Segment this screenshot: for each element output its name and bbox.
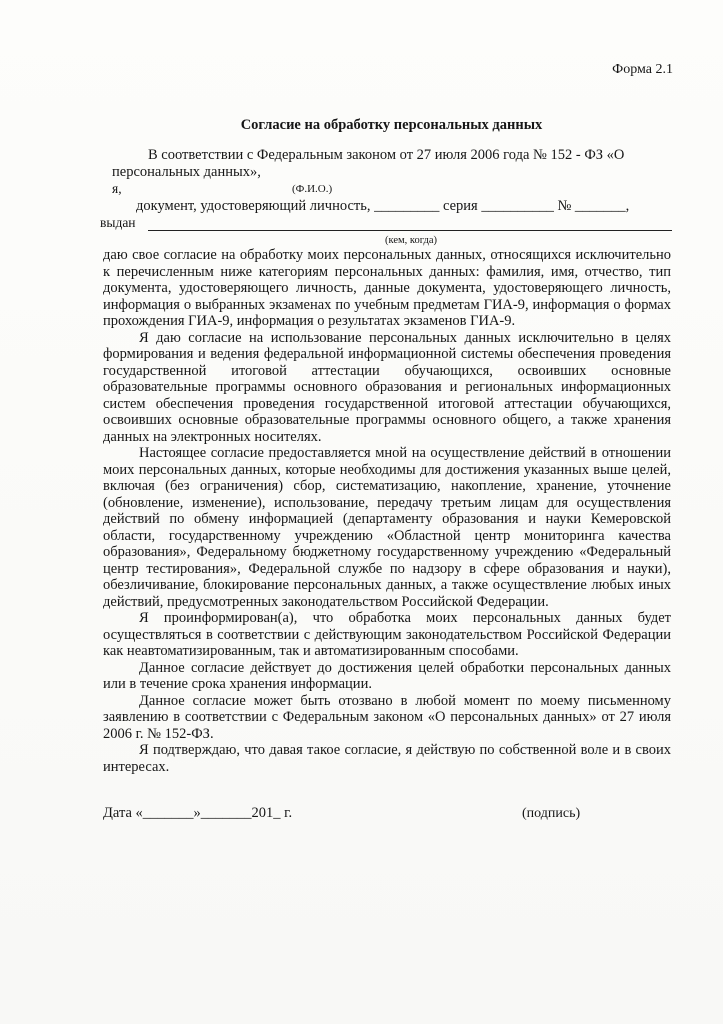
issued-caption: (кем, когда) <box>385 235 437 246</box>
issued-label: выдан <box>100 215 136 230</box>
paragraph-revocation: Данное согласие может быть отозвано в любой момент по моему письменному заявлению в соответствии с Федеральным законом «О персональных данных» от 27 июля 2006 г. № 152-ФЗ. <box>103 692 671 742</box>
signature-caption: (подпись) <box>522 806 581 821</box>
form-number-label: Форма 2.1 <box>612 62 673 77</box>
paragraph-informed: Я проинформирован(а), что обработка моих персональных данных будет осуществляться в соответствии с действующим законодательством Российской Федерации как неавтоматизированным, так и автоматизированным способами. <box>103 610 671 659</box>
fio-caption: (Ф.И.О.) <box>292 183 333 195</box>
consent-body <box>103 247 671 775</box>
document-title: Согласие на обработку персональных данных <box>240 117 543 133</box>
identity-document-line: документ, удостоверяющий личность, _________ серия __________ № _______, <box>136 198 630 214</box>
ya-label: я, <box>112 181 122 196</box>
intro-line-2: персональных данных», <box>112 164 261 180</box>
paragraph-validity: Данное согласие действует до достижения целей обработки персональных данных или в течение срока хранения информации. <box>103 659 671 692</box>
paragraph-categories: даю свое согласие на обработку моих персональных данных, относящихся исключительно к перечисленным ниже категориям персональных данных: фамилия, имя, отчество, тип документа, удостоверяющего личность, данные документа, удостоверяющего личность, информация о выбранных экзаменах по учебным предметам ГИА-9, информация о формах прохождения ГИА-9, информация о результатах экзаменов ГИА-9. <box>103 247 671 329</box>
paragraph-purpose: Я даю согласие на использование персональных данных исключительно в целях формирования и ведения федеральной информационной системы обеспечения проведения государственной итоговой аттестации обучающихся, освоивших основные образовательные программы основного образования и региональных информационных систем обеспечения проведения государственной итоговой аттестации обучающихся, освоивших основные образовательные программы основного общего, а также хранения данных на электронных носителях. <box>103 329 671 445</box>
intro-line-1: В соответствии с Федеральным законом от 27 июля 2006 года № 152 - ФЗ «О <box>148 147 625 163</box>
paragraph-confirmation: Я подтверждаю, что давая такое согласие, я действую по собственной воле и в своих интересах. <box>103 742 671 775</box>
paragraph-actions: Настоящее согласие предоставляется мной на осуществление действий в отношении моих персональных данных, которые необходимы для достижения указанных выше целей, включая (без ограничения) сбор, систематизацию, накопление, хранение, уточнение (обновление, изменение), использование, передачу третьим лицам для осуществления действий по обмену информацией (департаменту образования и науки Кемеровской области, государственному учреждению «Областной центр мониторинга качества образования», Федеральному бюджетному государственному учреждению «Федеральный центр тестирования», Федеральной службе по надзору в сфере образования и науки), обезличивание, блокирование персональных данных, а также осуществление любых иных действий, предусмотренных законодательством Российской Федерации. <box>103 445 671 610</box>
date-line: Дата «_______»_______201_ г. <box>103 805 293 821</box>
issued-blank-line <box>148 230 672 231</box>
